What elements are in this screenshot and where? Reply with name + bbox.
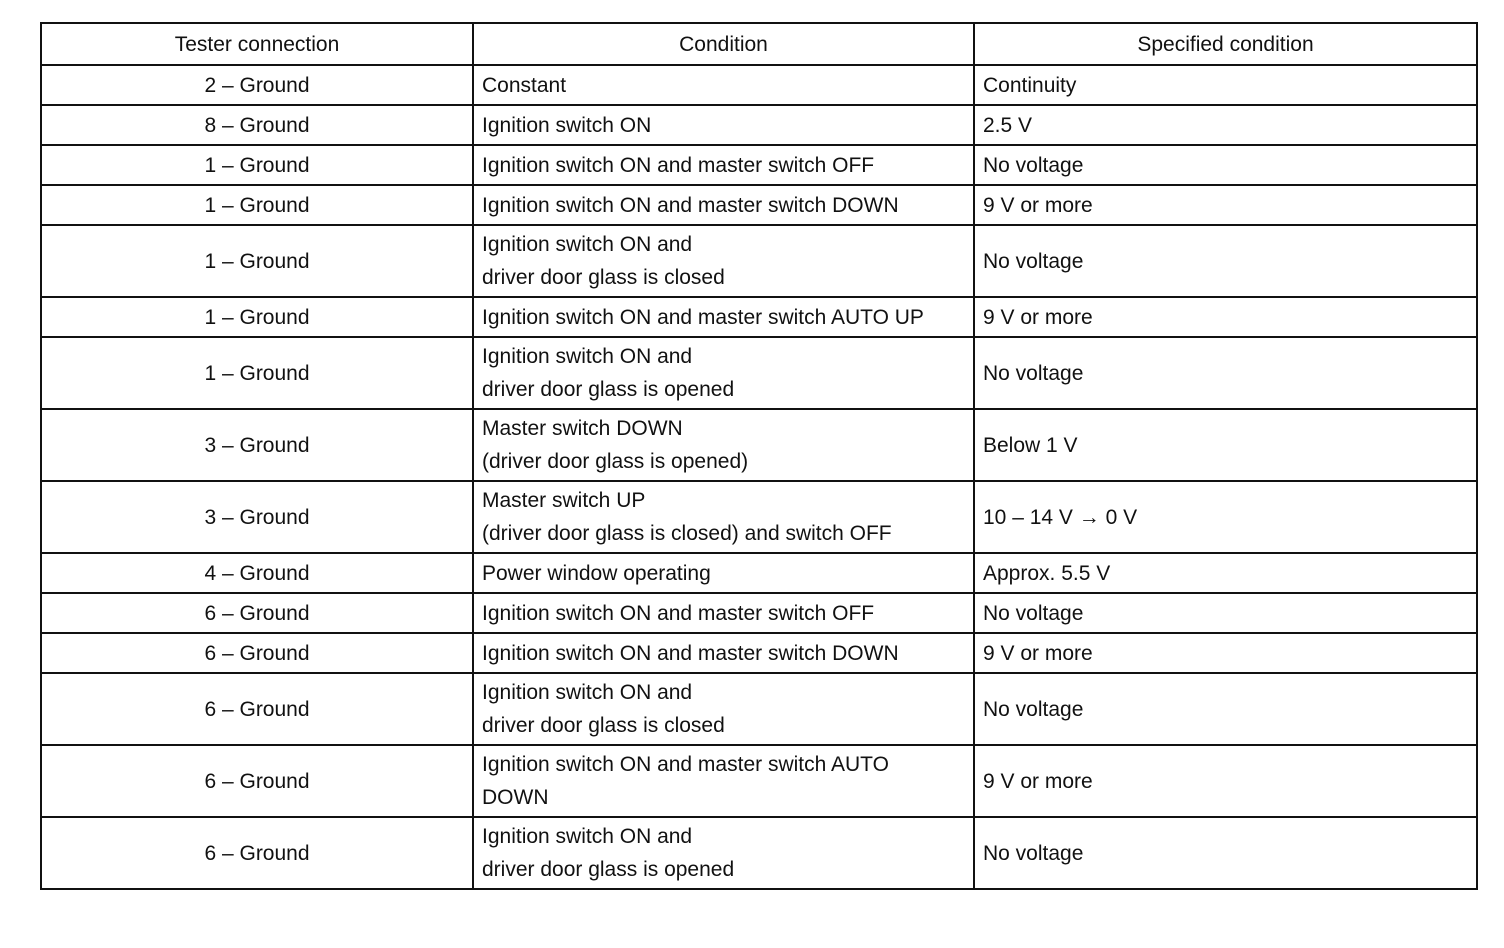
specified-condition-cell: No voltage: [974, 225, 1477, 297]
tester-connection-cell: 2 – Ground: [41, 65, 473, 105]
condition-line: driver door glass is closed: [482, 266, 725, 289]
condition-line: DOWN: [482, 786, 549, 809]
condition-cell: [473, 673, 974, 745]
condition-line: Ignition switch ON and master switch OFF: [482, 153, 875, 177]
specified-condition-cell: Approx. 5.5 V: [974, 553, 1477, 593]
header-tester-connection: Tester connection: [41, 23, 473, 65]
condition-line: driver door glass is opened: [482, 378, 735, 401]
table-row: [41, 65, 1477, 105]
specified-condition-cell: No voltage: [974, 337, 1477, 409]
condition-line: Ignition switch ON and: [482, 825, 693, 848]
table-row: [41, 185, 1477, 225]
specified-condition-cell: 9 V or more: [974, 185, 1477, 225]
tester-connection-cell: 6 – Ground: [41, 633, 473, 673]
specified-condition-cell: No voltage: [974, 673, 1477, 745]
condition-cell: [473, 593, 974, 633]
condition-line: (driver door glass is closed) and switch OFF: [482, 522, 892, 545]
table-row: [41, 481, 1477, 553]
condition-line: Constant: [482, 73, 567, 97]
condition-line: Ignition switch ON and master switch AUTO UP: [482, 305, 924, 329]
inspection-table: [40, 22, 1478, 890]
table-row: [41, 225, 1477, 297]
tester-connection-cell: 3 – Ground: [41, 409, 473, 481]
spec-sheet: [40, 22, 1476, 890]
condition-line: Ignition switch ON and master switch DOWN: [482, 641, 899, 665]
table-row: [41, 817, 1477, 889]
condition-line: Ignition switch ON and: [482, 681, 693, 704]
specified-condition-cell: 9 V or more: [974, 297, 1477, 337]
specified-condition-cell: Below 1 V: [974, 409, 1477, 481]
condition-line: Master switch UP: [482, 489, 646, 512]
condition-cell: [473, 745, 974, 817]
condition-cell: [473, 185, 974, 225]
tester-connection-cell: 6 – Ground: [41, 745, 473, 817]
condition-line: Ignition switch ON and master switch AUTO: [482, 753, 889, 776]
condition-cell: [473, 337, 974, 409]
condition-cell: [473, 297, 974, 337]
tester-connection-cell: 1 – Ground: [41, 297, 473, 337]
condition-cell: [473, 817, 974, 889]
condition-cell: [473, 481, 974, 553]
header-row: [41, 23, 1477, 65]
condition-cell: [473, 409, 974, 481]
table-row: [41, 553, 1477, 593]
tester-connection-cell: 6 – Ground: [41, 817, 473, 889]
specified-condition-cell: No voltage: [974, 593, 1477, 633]
condition-cell: [473, 553, 974, 593]
condition-cell: [473, 105, 974, 145]
tester-connection-cell: 4 – Ground: [41, 553, 473, 593]
condition-line: Ignition switch ON and: [482, 345, 693, 368]
specified-condition-cell: Continuity: [974, 65, 1477, 105]
table-row: [41, 633, 1477, 673]
specified-condition-cell: 2.5 V: [974, 105, 1477, 145]
table-row: [41, 593, 1477, 633]
header-specified-condition: Specified condition: [974, 23, 1477, 65]
specified-condition-cell: No voltage: [974, 145, 1477, 185]
condition-line: (driver door glass is opened): [482, 450, 749, 473]
specified-condition-cell: 9 V or more: [974, 745, 1477, 817]
table-header: [41, 23, 1477, 65]
condition-line: Power window operating: [482, 561, 711, 585]
specified-condition-cell: 10 – 14 V → 0 V: [974, 481, 1477, 553]
table-row: [41, 297, 1477, 337]
tester-connection-cell: 3 – Ground: [41, 481, 473, 553]
tester-connection-cell: 1 – Ground: [41, 185, 473, 225]
tester-connection-cell: 6 – Ground: [41, 673, 473, 745]
tester-connection-cell: 1 – Ground: [41, 145, 473, 185]
tester-connection-cell: 6 – Ground: [41, 593, 473, 633]
condition-line: Master switch DOWN: [482, 417, 683, 440]
header-condition: Condition: [473, 23, 974, 65]
condition-cell: [473, 225, 974, 297]
table-row: [41, 337, 1477, 409]
condition-line: Ignition switch ON and: [482, 233, 693, 256]
table-row: [41, 145, 1477, 185]
tester-connection-cell: 1 – Ground: [41, 337, 473, 409]
condition-line: driver door glass is opened: [482, 858, 735, 881]
table-row: [41, 745, 1477, 817]
condition-line: Ignition switch ON and master switch OFF: [482, 601, 875, 625]
condition-line: Ignition switch ON and master switch DOWN: [482, 193, 899, 217]
specified-condition-cell: 9 V or more: [974, 633, 1477, 673]
tester-connection-cell: 1 – Ground: [41, 225, 473, 297]
table-body: [41, 65, 1477, 889]
condition-line: Ignition switch ON: [482, 113, 652, 137]
table-row: [41, 105, 1477, 145]
condition-cell: [473, 145, 974, 185]
table-row: [41, 673, 1477, 745]
condition-cell: [473, 633, 974, 673]
tester-connection-cell: 8 – Ground: [41, 105, 473, 145]
table-row: [41, 409, 1477, 481]
specified-condition-cell: No voltage: [974, 817, 1477, 889]
condition-line: driver door glass is closed: [482, 714, 725, 737]
condition-cell: [473, 65, 974, 105]
